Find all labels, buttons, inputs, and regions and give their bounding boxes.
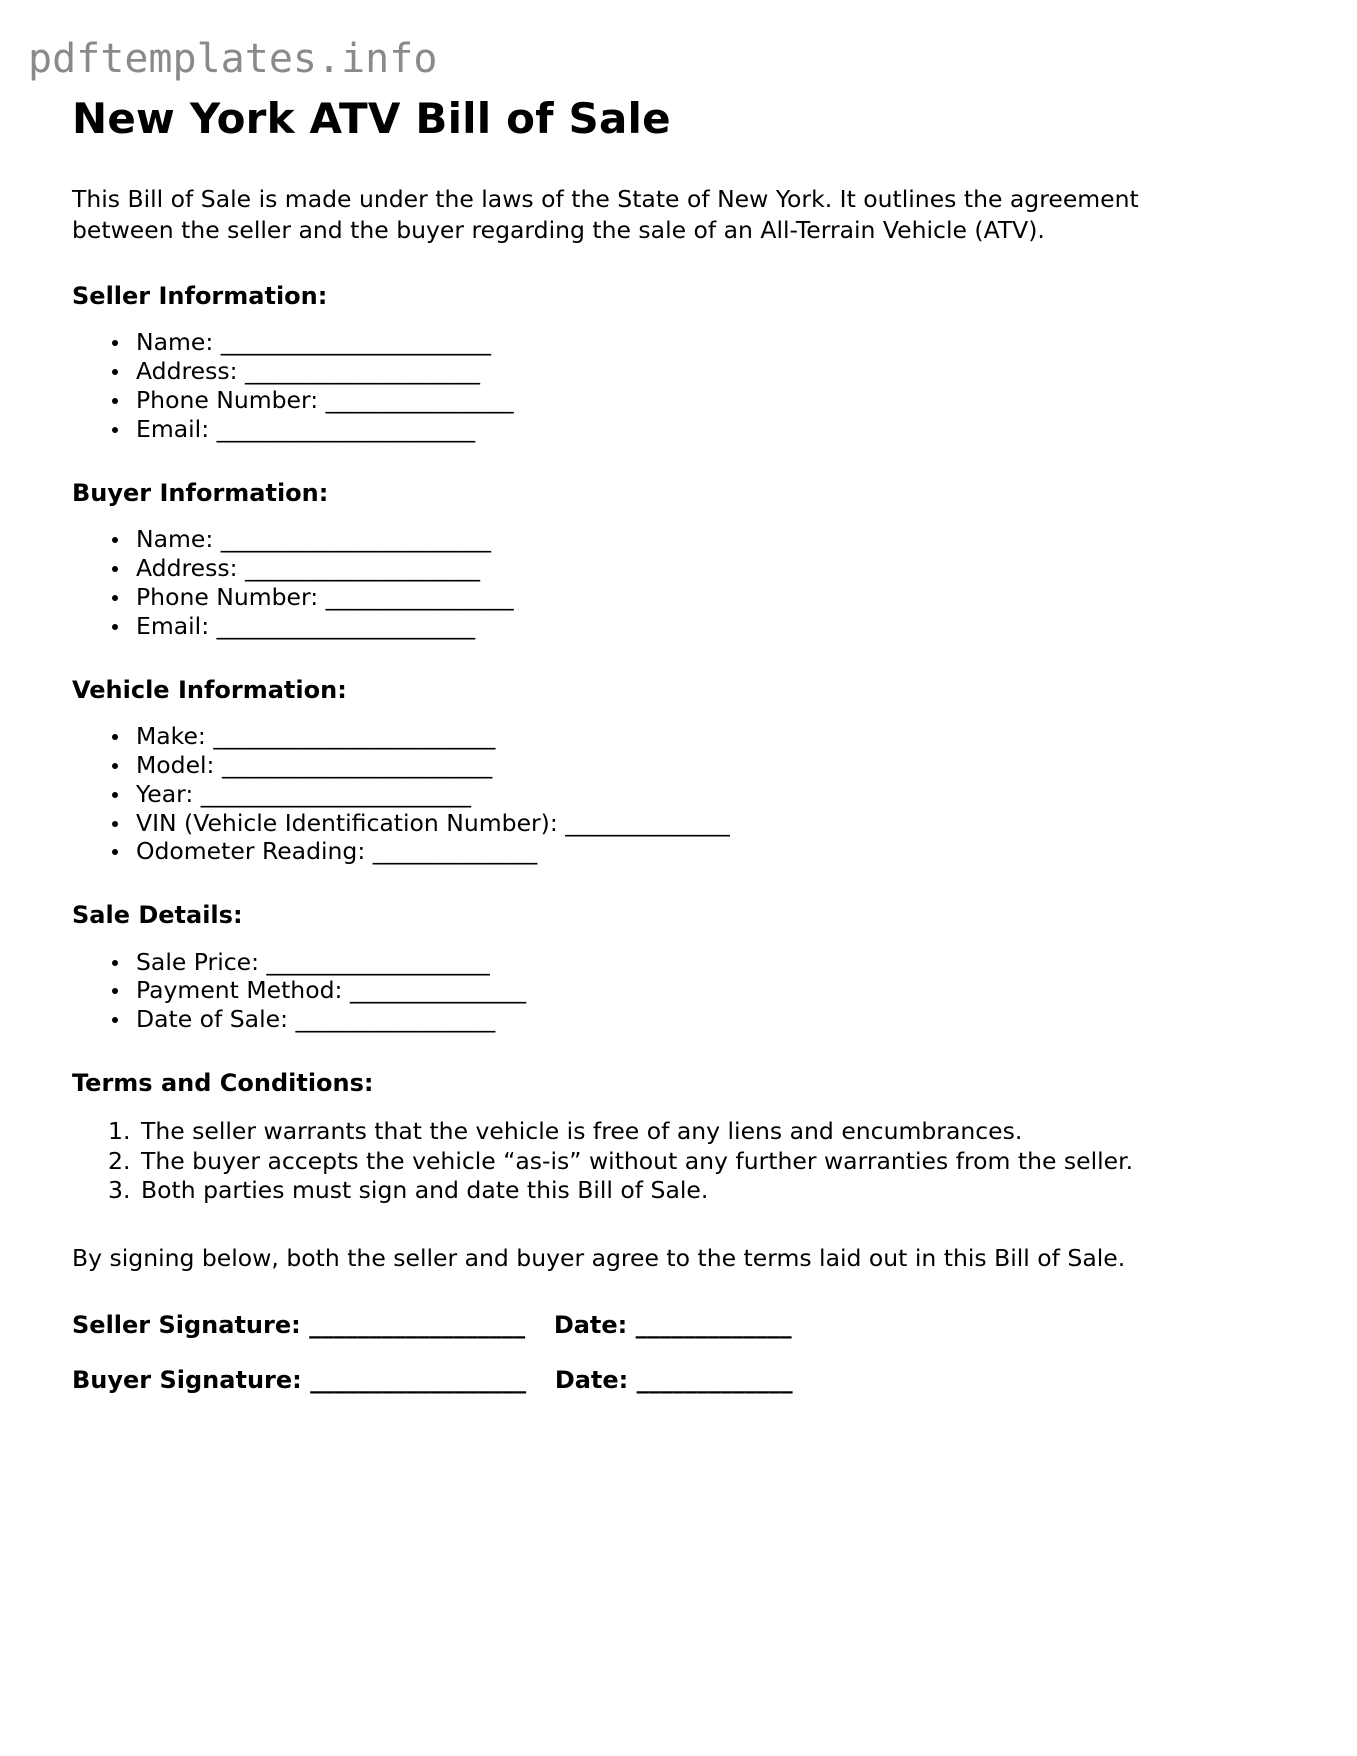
field-label: Year: — [136, 779, 194, 808]
section-heading-vehicle: Vehicle Information: — [72, 675, 347, 704]
field-seller-address — [110, 357, 1217, 386]
field-blank[interactable]: ________________________ — [213, 721, 496, 750]
field-blank[interactable]: _______________ — [349, 976, 527, 1005]
section-heading-sale-details: Sale Details: — [72, 901, 243, 930]
field-label: Make: — [136, 721, 206, 750]
field-vehicle-make — [110, 722, 1217, 751]
field-label: Odometer Reading: — [136, 837, 366, 866]
watermark-pdftemplates-info: pdftemplates.info — [28, 36, 438, 82]
field-blank[interactable]: ________________ — [325, 582, 514, 611]
intro-paragraph: This Bill of Sale is made under the laws of the State of New York. It outlines the agreement between the seller and the buyer regarding the sale of an All-Terrain Vehicle (ATV). — [72, 184, 1139, 245]
field-label: Email: — [136, 415, 210, 444]
field-label: Email: — [136, 611, 210, 640]
field-blank[interactable]: ___________________ — [266, 947, 490, 976]
terms-list-item: The seller warrants that the vehicle is free of any liens and encumbrances. — [141, 1117, 1023, 1146]
field-vehicle-model — [110, 751, 1217, 780]
field-buyer-email — [110, 612, 1217, 641]
field-blank[interactable]: _______________________ — [220, 525, 491, 554]
buyer-signature-blank[interactable]: __________________ — [310, 1366, 527, 1395]
field-payment-method — [110, 976, 1217, 1005]
field-seller-name — [110, 328, 1217, 357]
field-label: Phone Number: — [136, 386, 319, 415]
buyer-signature-row — [72, 1365, 1217, 1395]
section-heading-buyer: Buyer Information: — [72, 478, 329, 507]
field-label: Address: — [136, 554, 238, 583]
seller-signature-label: Seller Signature: — [72, 1311, 301, 1340]
buyer-date-blank[interactable]: _____________ — [636, 1366, 793, 1395]
field-list-buyer — [72, 525, 1217, 641]
field-blank[interactable]: _______________________ — [221, 750, 493, 779]
field-list-sale-details — [72, 948, 1217, 1035]
buyer-date-label: Date: — [554, 1366, 629, 1395]
field-seller-email — [110, 415, 1217, 444]
field-blank[interactable]: _________________ — [295, 1005, 496, 1034]
page-title: New York ATV Bill of Sale — [72, 94, 671, 143]
field-seller-phone — [110, 386, 1217, 415]
terms-list — [72, 1117, 1217, 1204]
section-heading-seller: Seller Information: — [72, 282, 328, 311]
signature-block — [72, 1310, 1217, 1395]
field-buyer-phone — [110, 583, 1217, 612]
field-label: Model: — [136, 750, 215, 779]
field-blank[interactable]: ______________________ — [216, 611, 476, 640]
field-vehicle-year — [110, 780, 1217, 809]
field-buyer-address — [110, 554, 1217, 583]
field-blank[interactable]: ______________ — [565, 808, 730, 837]
field-blank[interactable]: ______________________ — [216, 415, 476, 444]
seller-signature-blank[interactable]: __________________ — [309, 1311, 526, 1340]
field-buyer-name — [110, 525, 1217, 554]
field-list-seller — [72, 328, 1217, 444]
field-blank[interactable]: _______________________ — [200, 779, 471, 808]
field-label: Date of Sale: — [136, 1005, 288, 1034]
buyer-signature-label: Buyer Signature: — [72, 1366, 302, 1395]
field-label: VIN (Vehicle Identification Number): — [136, 808, 558, 837]
field-blank[interactable]: ______________ — [372, 837, 538, 866]
terms-list-item: Both parties must sign and date this Bill of Sale. — [141, 1175, 709, 1204]
field-label: Phone Number: — [136, 582, 319, 611]
field-vehicle-vin — [110, 809, 1217, 838]
field-blank[interactable]: ____________________ — [245, 554, 480, 583]
field-list-vehicle — [72, 722, 1217, 866]
field-label: Sale Price: — [136, 947, 260, 976]
field-blank[interactable]: ____________________ — [245, 357, 480, 386]
seller-date-blank[interactable]: _____________ — [635, 1311, 792, 1340]
field-vehicle-odometer — [110, 837, 1217, 866]
terms-list-item: The buyer accepts the vehicle “as-is” without any further warranties from the seller. — [141, 1146, 1134, 1175]
closing-paragraph: By signing below, both the seller and buyer agree to the terms laid out in this Bill of Sale. — [72, 1243, 1126, 1272]
field-date-of-sale — [110, 1005, 1217, 1034]
field-label: Name: — [136, 525, 214, 554]
field-label: Name: — [136, 328, 214, 357]
seller-date-label: Date: — [553, 1311, 628, 1340]
section-heading-terms-and-conditions: Terms and Conditions: — [72, 1069, 374, 1098]
field-blank[interactable]: ________________ — [325, 386, 514, 415]
field-sale-price — [110, 948, 1217, 977]
field-label: Address: — [136, 357, 238, 386]
field-blank[interactable]: _______________________ — [220, 328, 491, 357]
field-label: Payment Method: — [136, 976, 343, 1005]
seller-signature-row — [72, 1310, 1217, 1340]
